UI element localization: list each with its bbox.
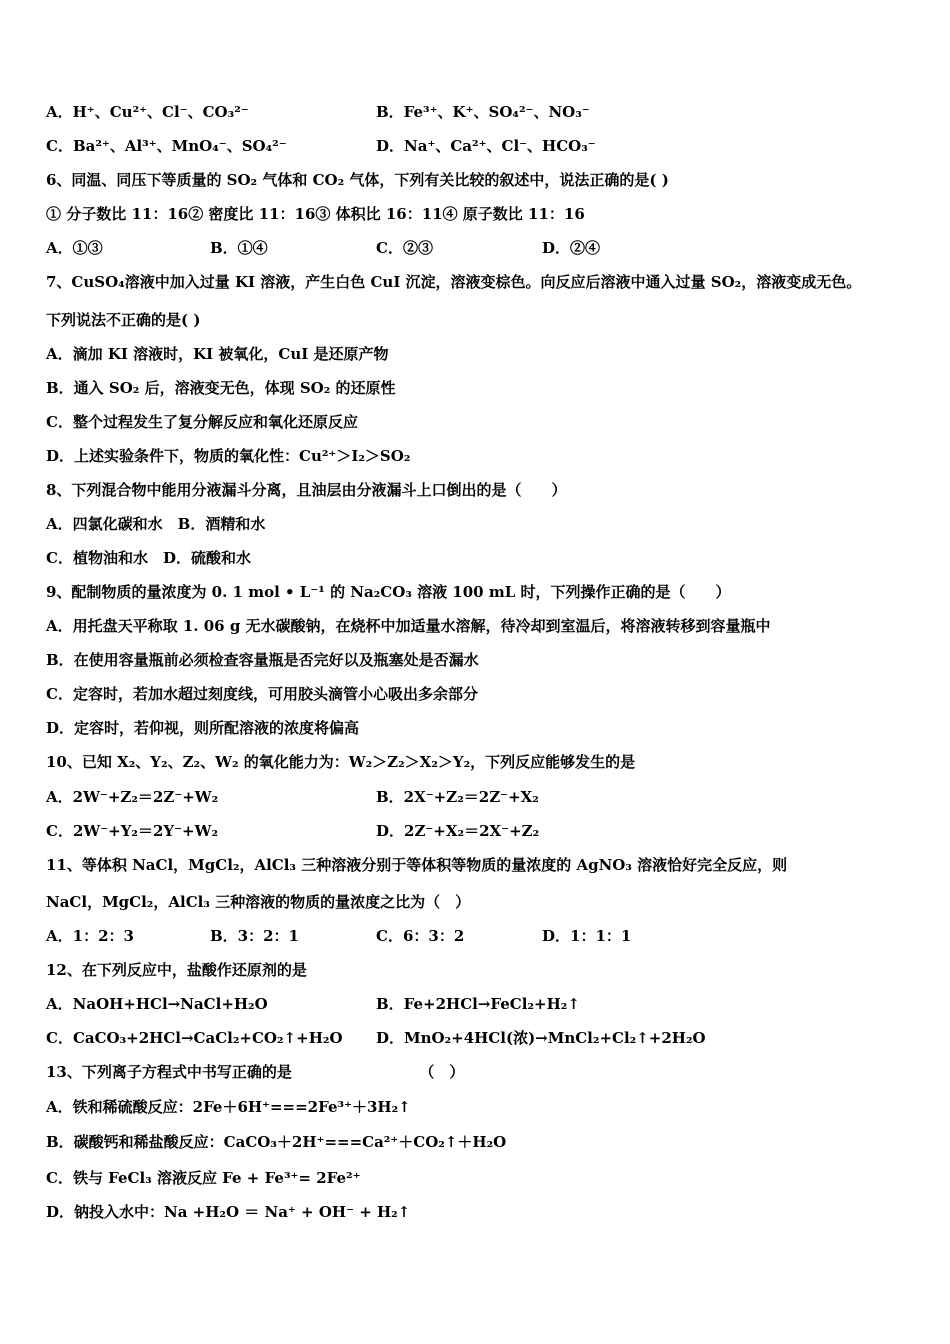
q12-option-c: C．CaCO₃+2HCl→CaCl₂+CO₂↑+H₂O — [46, 1029, 343, 1047]
q10-option-c: C．2W⁻+Y₂＝2Y⁻+W₂ — [46, 822, 219, 840]
q10-option-d: D．2Z⁻+X₂＝2X⁻+Z₂ — [376, 822, 540, 840]
q11-stem: 11、等体积 NaCl，MgCl₂，AlCl₃ 三种溶液分别于等体积等物质的量浓度的 AgNO₃ 溶液恰好完全反应，则 — [46, 856, 788, 874]
q11-option-a: A．1：2：3 — [46, 927, 134, 945]
q10-option-b: B．2X⁻+Z₂＝2Z⁻+X₂ — [376, 788, 539, 806]
q6-option-d: D．②④ — [542, 239, 601, 257]
q8-options-ab: A．四氯化碳和水 B．酒精和水 — [46, 515, 266, 533]
q13-stem: 13、下列离子方程式中书写正确的是 （ ） — [46, 1063, 465, 1081]
q13-option-d: D．钠投入水中：Na +H₂O ＝ Na⁺ + OH⁻ + H₂↑ — [46, 1203, 411, 1221]
q8-options-cd: C．植物油和水 D．硫酸和水 — [46, 549, 251, 567]
q11-stem-cont: NaCl，MgCl₂，AlCl₃ 三种溶液的物质的量浓度之比为（ ） — [46, 893, 471, 911]
q5-option-c: C．Ba²⁺、Al³⁺、MnO₄⁻、SO₄²⁻ — [46, 137, 287, 155]
q9-option-c: C．定容时，若加水超过刻度线，可用胶头滴管小心吸出多余部分 — [46, 685, 478, 703]
q13-option-b: B．碳酸钙和稀盐酸反应：CaCO₃＋2H⁺===Ca²⁺＋CO₂↑＋H₂O — [46, 1133, 507, 1151]
q9-option-b: B．在使用容量瓶前必须检查容量瓶是否完好以及瓶塞处是否漏水 — [46, 651, 479, 669]
q6-option-c: C．②③ — [376, 239, 433, 257]
q12-stem: 12、在下列反应中，盐酸作还原剂的是 — [46, 961, 307, 979]
q6-option-a: A．①③ — [46, 239, 103, 257]
q5-option-d: D．Na⁺、Ca²⁺、Cl⁻、HCO₃⁻ — [376, 137, 596, 155]
q13-option-a: A．铁和稀硫酸反应：2Fe＋6H⁺===2Fe³⁺＋3H₂↑ — [46, 1098, 411, 1116]
q6-statements: ① 分子数比 11：16② 密度比 11：16③ 体积比 16：11④ 原子数比 11：16 — [46, 205, 585, 223]
q12-option-b: B．Fe+2HCl→FeCl₂+H₂↑ — [376, 995, 580, 1013]
q12-option-a: A．NaOH+HCl→NaCl+H₂O — [46, 995, 268, 1013]
q6-option-b: B．①④ — [210, 239, 268, 257]
q7-stem-cont: 下列说法不正确的是( ) — [46, 311, 201, 329]
q7-stem: 7、CuSO₄溶液中加入过量 KI 溶液，产生白色 CuI 沉淀，溶液变棕色。向反应后溶液中通入过量 SO₂，溶液变成无色。 — [46, 273, 862, 291]
q11-option-d: D．1：1：1 — [542, 927, 632, 945]
q12-option-d: D．MnO₂+4HCl(浓)→MnCl₂+Cl₂↑+2H₂O — [376, 1029, 706, 1047]
q10-stem: 10、已知 X₂、Y₂、Z₂、W₂ 的氧化能力为：W₂＞Z₂＞X₂＞Y₂，下列反应能够发生的是 — [46, 753, 636, 771]
q7-option-c: C．整个过程发生了复分解反应和氧化还原反应 — [46, 413, 358, 431]
q11-option-b: B．3：2：1 — [210, 927, 299, 945]
q10-option-a: A．2W⁻+Z₂＝2Z⁻+W₂ — [46, 788, 219, 806]
q7-option-d: D．上述实验条件下，物质的氧化性：Cu²⁺＞I₂＞SO₂ — [46, 447, 411, 465]
q11-option-c: C．6：3：2 — [376, 927, 465, 945]
q13-option-c: C．铁与 FeCl₃ 溶液反应 Fe + Fe³⁺= 2Fe²⁺ — [46, 1169, 361, 1187]
q7-option-a: A．滴加 KI 溶液时，KI 被氧化，CuI 是还原产物 — [46, 345, 389, 363]
q9-stem: 9、配制物质的量浓度为 0. 1 mol • L⁻¹ 的 Na₂CO₃ 溶液 100 mL 时，下列操作正确的是（ ） — [46, 583, 731, 601]
q5-option-a: A．H⁺、Cu²⁺、Cl⁻、CO₃²⁻ — [46, 103, 249, 121]
q7-option-b: B．通入 SO₂ 后，溶液变无色，体现 SO₂ 的还原性 — [46, 379, 396, 397]
q6-stem: 6、同温、同压下等质量的 SO₂ 气体和 CO₂ 气体，下列有关比较的叙述中，说法正确的是( ) — [46, 171, 669, 189]
q9-option-d: D．定容时，若仰视，则所配溶液的浓度将偏高 — [46, 719, 360, 737]
q8-stem: 8、下列混合物中能用分液漏斗分离，且油层由分液漏斗上口倒出的是（ ） — [46, 481, 567, 499]
q9-option-a: A．用托盘天平称取 1. 06 g 无水碳酸钠，在烧杯中加适量水溶解，待冷却到室温后，将溶液转移到容量瓶中 — [46, 617, 771, 635]
q5-option-b: B．Fe³⁺、K⁺、SO₄²⁻、NO₃⁻ — [376, 103, 590, 121]
